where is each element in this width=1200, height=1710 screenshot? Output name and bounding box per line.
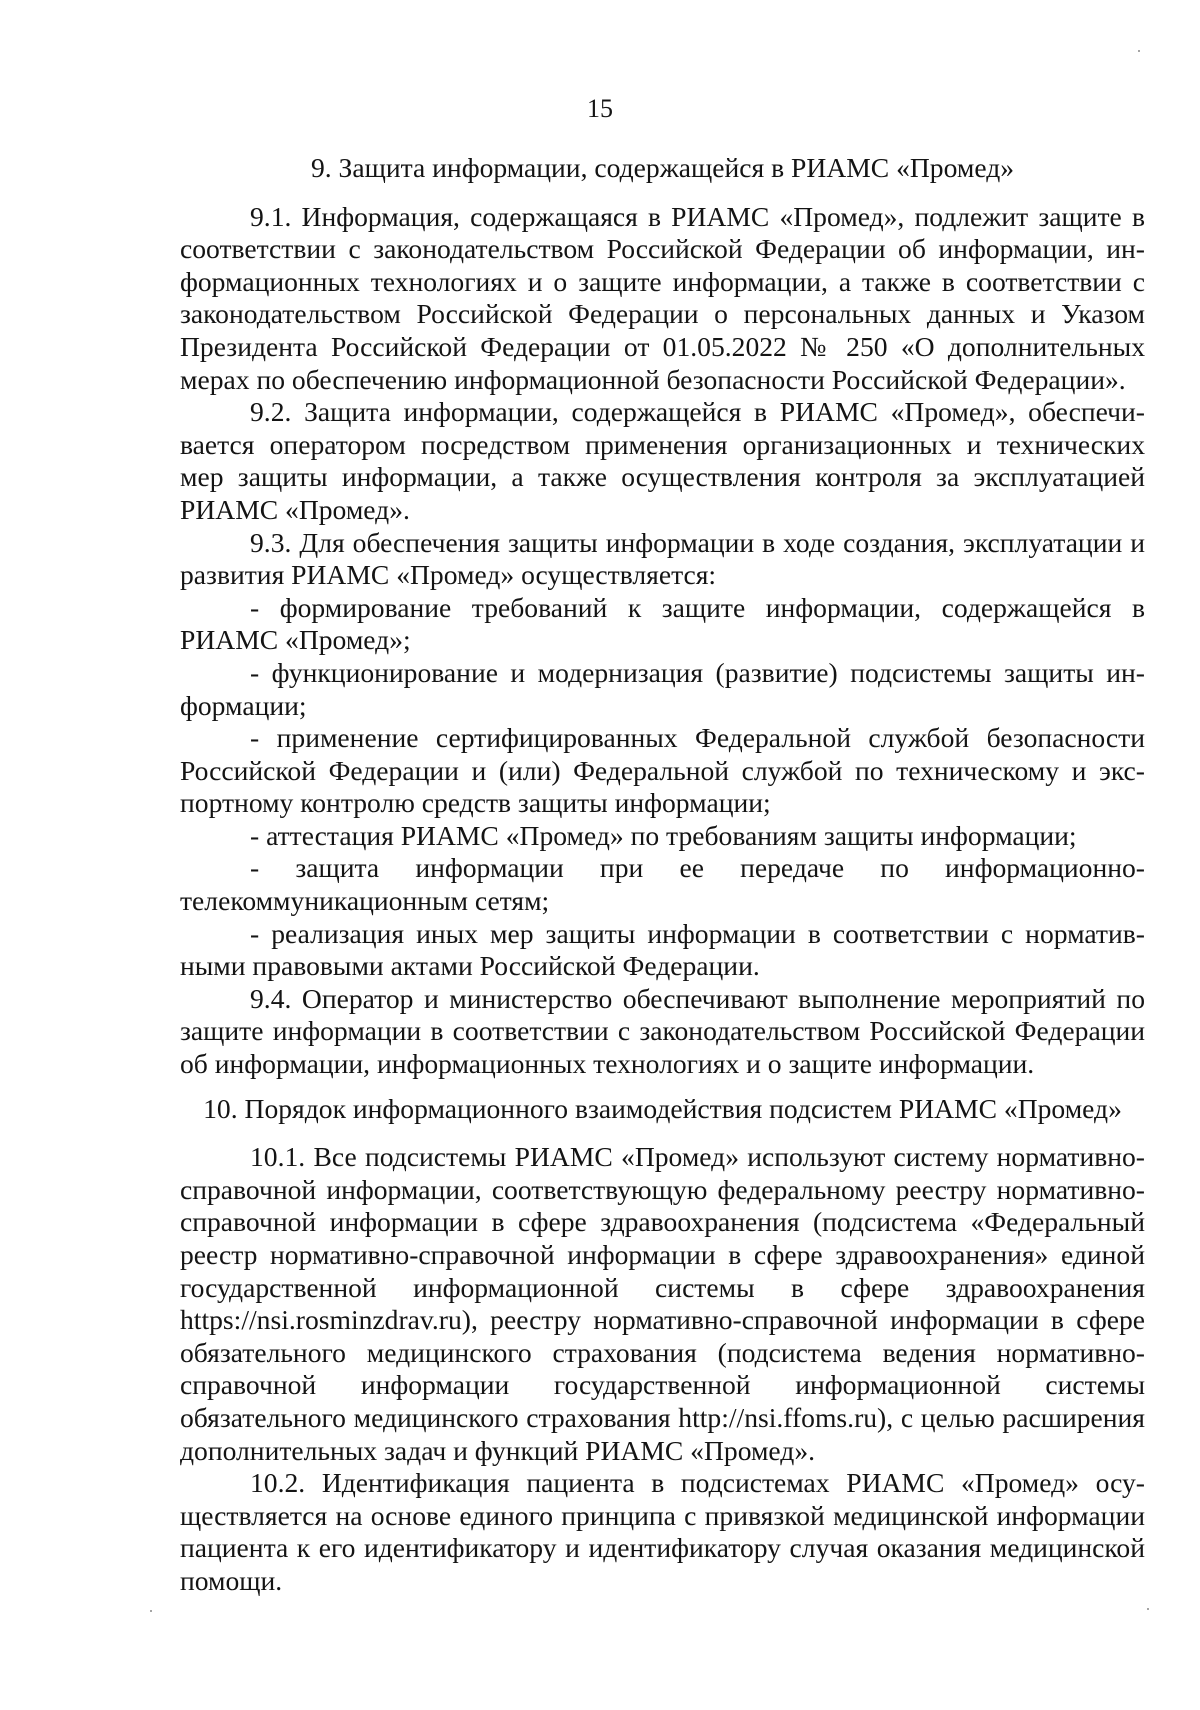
paragraph-10-1: 10.1. Все подсистемы РИАМС «Промед» используют систему нормативно-справочной информации, соответствующую федеральному реестру нормативно-справочной информации в сфере здравоохранения (подсистема «Федеральный реестр нормативно-справочной информации в сфере здравоохранения» единой государственной информационной системы в сфере здравоохранения https://nsi.rosminzdrav.ru), реестру нормативно-справочной информации в сфере обязательного медицинского страхования (подсистема ведения нормативно-справочной информации государственной информационной системы обязательного медицинского страхования http://nsi.ffoms.ru), с целью расширения дополнительных задач и функций РИАМС «Промед».	[180, 1141, 1145, 1466]
paragraph-9-3: 9.3. Для обеспечения защиты информации в ходе создания, эксплуатации и развития РИАМС «Промед» осуществляется:	[180, 526, 1145, 591]
scan-speck	[1147, 1608, 1149, 1610]
document-body	[180, 152, 1145, 1598]
list-item-transfer-protection: - защита информации при ее передаче по информационно-телекоммуникационным сетям;	[180, 852, 1145, 917]
scan-speck	[1138, 50, 1140, 52]
paragraph-9-2: 9.2. Защита информации, содержащейся в РИАМС «Промед», обеспечивается оператором посредством применения организационных и технических мер защиты информации, а также осуществления контроля за эксплуатацией РИАМС «Промед».	[180, 396, 1145, 525]
paragraph-9-1: 9.1. Информация, содержащаяся в РИАМС «Промед», подлежит защите в соответствии с законодательством Российской Федерации об информации, информационных технологиях и о защите информации, а также в соответствии с законодательством Российской Федерации о персональных данных и Указом Президента Российской Федерации от 01.05.2022 № 250 «О дополнительных мерах по обеспечению информационной безопасности Российской Федерации».	[180, 200, 1145, 395]
list-item-subsystem-operation: - функционирование и модернизация (развитие) подсистемы защиты информации;	[180, 656, 1145, 721]
section-9-heading: 9. Защита информации, содержащейся в РИАМС «Промед»	[310, 152, 1015, 183]
paragraph-9-4: 9.4. Оператор и министерство обеспечивают выполнение мероприятий по защите информации в соответствии с законодательством Российской Федерации об информации, информационных технологиях и о защите информации.	[180, 982, 1145, 1080]
section-10-heading: 10. Порядок информационного взаимодействия подсистем РИАМС «Промед»	[203, 1092, 1122, 1124]
list-item-certified-tools: - применение сертифицированных Федеральной службой безопасности Российской Федерации и (или) Федеральной службой по техническому и экспортному контролю средств защиты информации;	[180, 722, 1145, 819]
list-item-other-measures: - реализация иных мер защиты информации в соответствии с нормативными правовыми актами Российской Федерации.	[180, 917, 1145, 982]
page-number: 15	[587, 94, 613, 123]
paragraph-10-2: 10.2. Идентификация пациента в подсистемах РИАМС «Промед» осуществляется на основе единого принципа с привязкой медицинской информации пациента к его идентификатору и идентификатору случая оказания медицинской помощи.	[180, 1467, 1145, 1596]
list-item-requirements: - формирование требований к защите информации, содержащейся в РИАМС «Промед»;	[180, 591, 1145, 656]
scan-speck	[150, 1610, 152, 1612]
list-item-attestation: - аттестация РИАМС «Промед» по требованиям защиты информации;	[250, 819, 1077, 851]
